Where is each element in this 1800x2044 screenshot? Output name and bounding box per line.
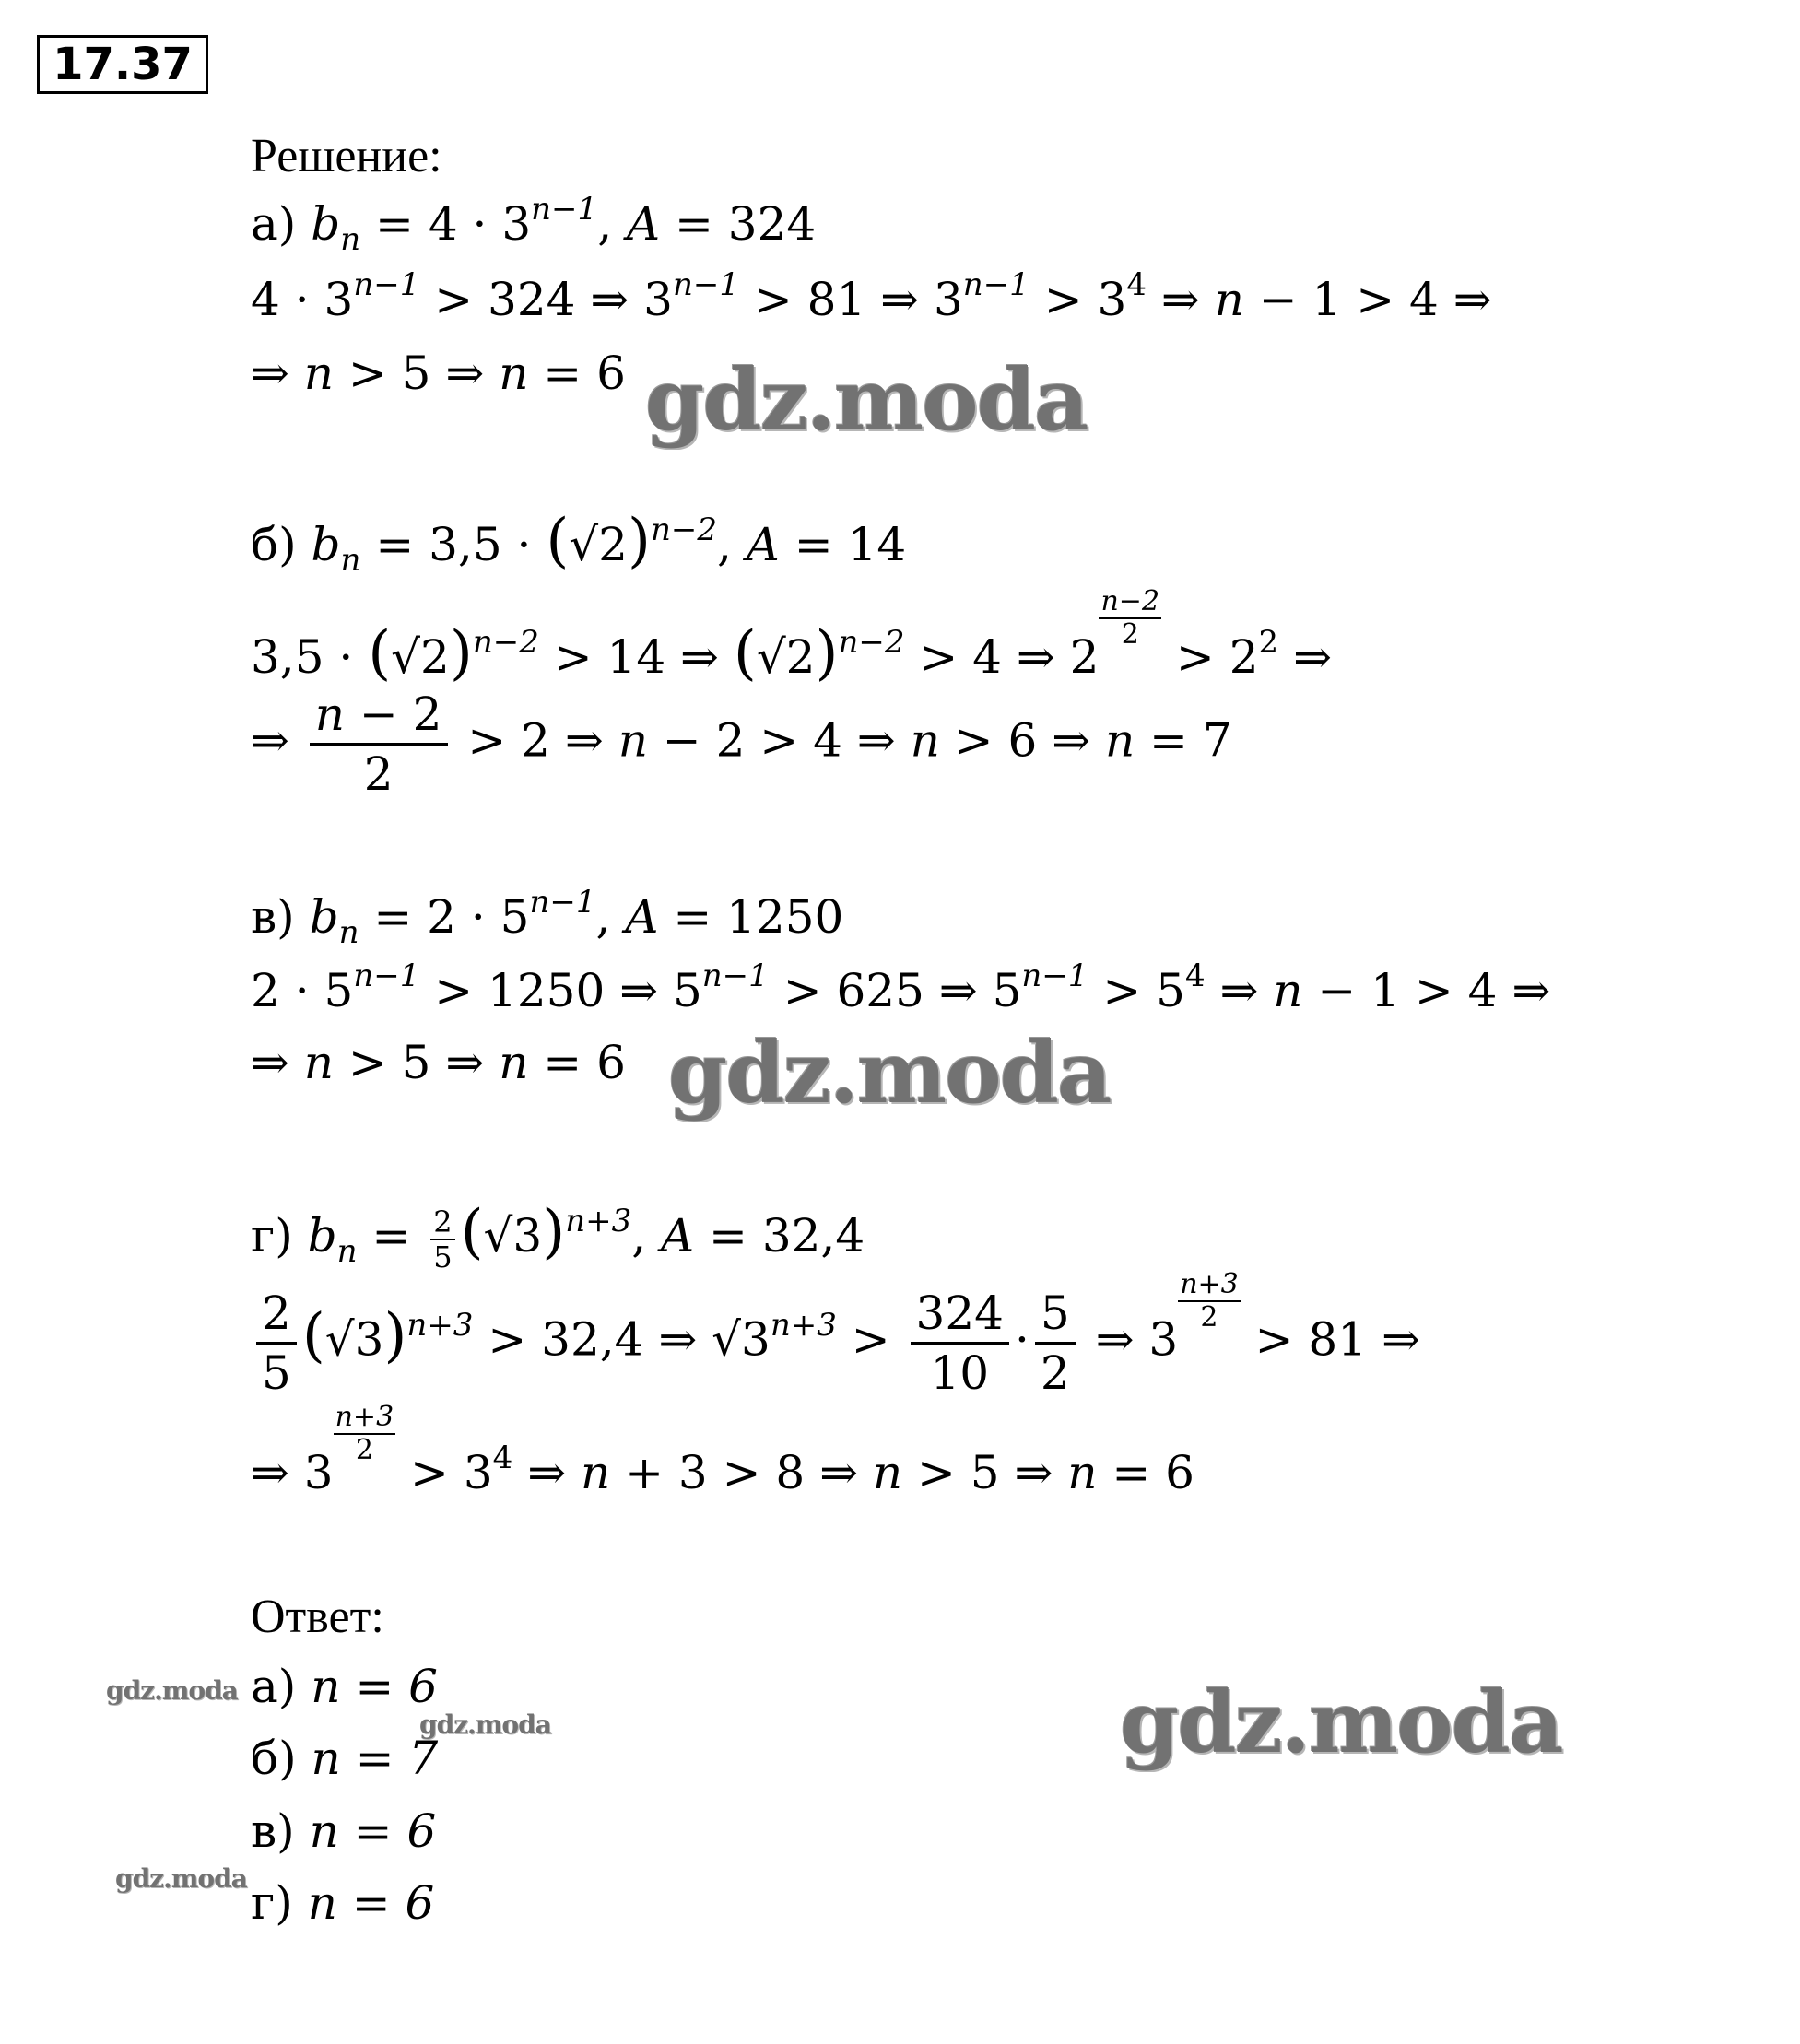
answer-label: Ответ:	[251, 1591, 384, 1643]
part-a-given: а) $b_n = 4 \cdot 3^{n-1}$, A = 324	[251, 191, 817, 258]
part-g-given: г) $b_n$ = $\frac{2}{5}$ $(√3)^{n+3}$, A = 32,4	[251, 1198, 865, 1275]
watermark: gdz.moda	[645, 350, 1088, 450]
solution-label: Решение:	[251, 130, 442, 182]
part-a-step1: $4 \cdot 3^{n-1} > 324$ ⇒ $3^{n-1} > 81$ ⇒ $3^{n-1} > 3^4$ ⇒ n − 1 > 4 ⇒	[251, 266, 1492, 326]
part-a-step2: ⇒ n > 5 ⇒ n = 6	[251, 347, 626, 400]
watermark: gdz.moda	[106, 1675, 238, 1706]
watermark: gdz.moda	[1120, 1673, 1562, 1772]
watermark: gdz.moda	[668, 1023, 1111, 1122]
part-b-given: б) $b_n = 3,5 \cdot (√2)^{n-2}$, A = 14	[251, 507, 907, 579]
part-b-step1: $3,5 \cdot (√2)^{n-2} > 14$ ⇒ $(√2)^{n-2} > 4$ ⇒ 2 $\frac{n-2}{2}$ > $2^2$ ⇒	[251, 585, 1332, 687]
part-v-given: в) $b_n = 2 \cdot 5^{n-1}$, A = 1250	[251, 884, 844, 951]
answer-b: б) n = 7	[251, 1732, 439, 1785]
watermark: gdz.moda	[115, 1863, 247, 1894]
watermark: gdz.moda	[419, 1709, 551, 1740]
answer-v: в) n = 6	[251, 1804, 437, 1858]
part-v-step2: ⇒ n > 5 ⇒ n = 6	[251, 1036, 626, 1089]
problem-number: 17.37	[37, 35, 208, 94]
part-v-step1: $2 \cdot 5^{n-1} > 1250$ ⇒ $5^{n-1} > 625$ ⇒ $5^{n-1} > 5^4$ ⇒ n − 1 > 4 ⇒	[251, 957, 1551, 1017]
answer-a: а) n = 6	[251, 1660, 438, 1713]
part-g-step2: ⇒ 3 $\frac{n+3}{2}$ > $3^4$ ⇒ n + 3 > 8 ⇒ n > 5 ⇒ n = 6	[251, 1401, 1194, 1499]
part-b-step2: ⇒ $\frac{n - 2}{2}$ > 2 ⇒ n − 2 > 4 ⇒ n > 6 ⇒ n = 7	[251, 687, 1232, 801]
part-g-step1: $\frac{2}{5}$ $(√3)^{n+3} > 32,4$ ⇒ $√3^{n+3}$ > $\frac{324}{10}$ · $\frac{5}{2}$ ⇒ 3 $\frac{n+3}{2}$ > 81 ⇒	[251, 1290, 1420, 1396]
answer-g: г) n = 6	[251, 1876, 435, 1930]
